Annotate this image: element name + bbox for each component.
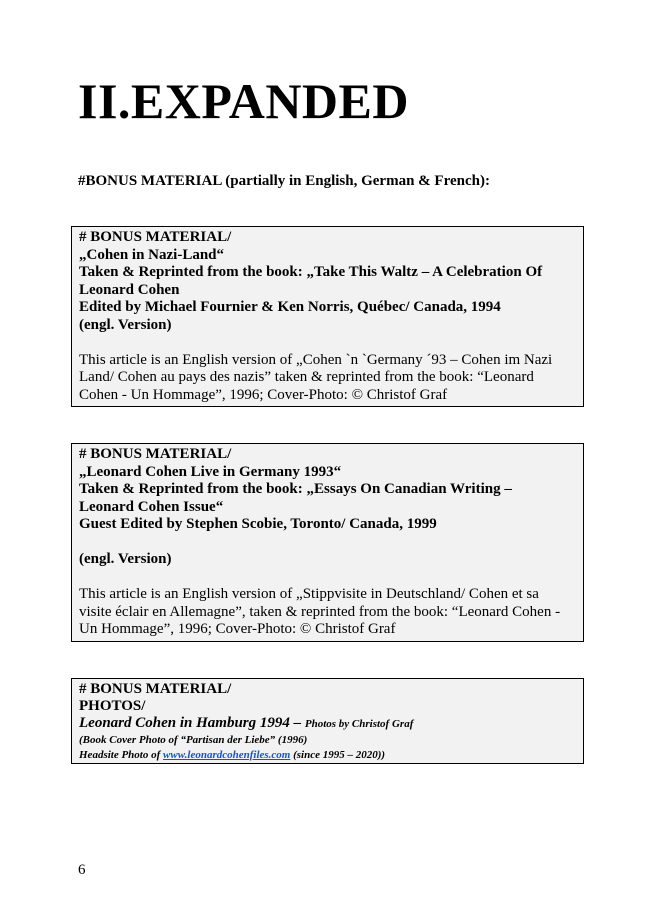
source-line: Taken & Reprinted from the book: „Take This Waltz – A Celebration Of (79, 264, 543, 280)
version-note: (engl. Version) (79, 316, 172, 333)
box-heading: # BONUS MATERIAL/ (79, 681, 232, 697)
source-line-cont: Leonard Cohen (79, 281, 180, 298)
headsite-label: Headsite Photo of (79, 749, 164, 761)
photos-heading: PHOTOS/ (79, 698, 146, 714)
page-number: 6 (78, 862, 86, 878)
description-line-2: Land/ Cohen au pays des nazis” taken & reprinted from the book: “Leonard (79, 369, 534, 385)
source-line-cont: Leonard Cohen Issue“ (79, 498, 224, 515)
description-line-1: This article is an English version of „Cohen `n `Germany ´93 – Cohen im Nazi (79, 351, 553, 368)
bonus-box-3 (71, 678, 584, 764)
editors-line: Guest Edited by Stephen Scobie, Toronto/ Canada, 1999 (79, 516, 437, 532)
bonus-box-1 (71, 226, 584, 407)
description-line-1: This article is an English version of „Stippvisite in Deutschland/ Cohen et sa (79, 586, 539, 602)
source-line: Taken & Reprinted from the book: „Essays On Canadian Writing – (79, 481, 512, 497)
box-heading: # BONUS MATERIAL/ (79, 446, 232, 462)
article-title: „Cohen in Nazi-Land“ (79, 246, 225, 263)
bonus-box-2 (71, 443, 584, 642)
description-line-3: Cohen - Un Hommage”, 1996; Cover-Photo: © Christof Graf (79, 386, 448, 403)
section-intro: #BONUS MATERIAL (partially in English, German & French): (78, 173, 490, 189)
description-line-2: visite éclair en Allemagne”, taken & reprinted from the book: “Leonard Cohen - (79, 603, 561, 620)
website-link[interactable]: www.leonardcohenfiles.com (163, 749, 291, 761)
description-line-3: Un Hommage”, 1996; Cover-Photo: © Christof Graf (79, 621, 396, 637)
headsite-years: (since 1995 – 2020)) (290, 749, 386, 761)
version-note: (engl. Version) (79, 551, 172, 567)
photo-credit: Photos by Christof Graf (304, 718, 414, 730)
box-heading: # BONUS MATERIAL/ (79, 229, 232, 245)
book-cover-note: (Book Cover Photo of “Partisan der Liebe” (1996) (79, 734, 308, 746)
page-title: II.EXPANDED (78, 73, 409, 129)
editors-line: Edited by Michael Fournier & Ken Norris, Québec/ Canada, 1994 (79, 299, 501, 315)
photo-title: Leonard Cohen in Hamburg 1994 – (79, 715, 305, 731)
article-title: „Leonard Cohen Live in Germany 1993“ (79, 463, 342, 480)
